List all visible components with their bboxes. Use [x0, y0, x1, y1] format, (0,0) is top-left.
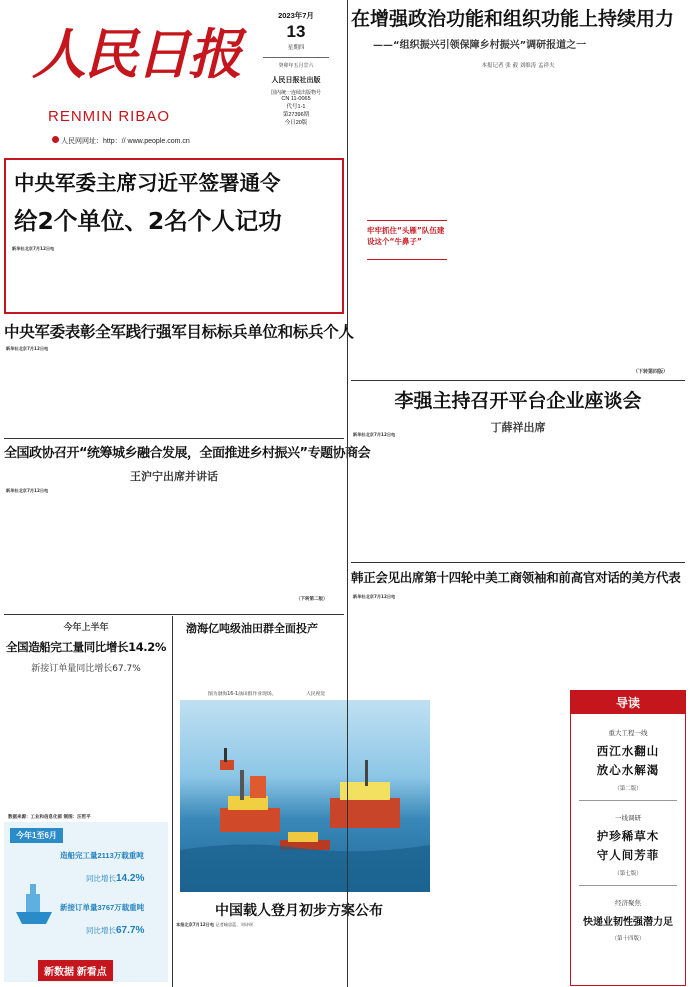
date-block: [251, 10, 341, 150]
oil-platform-photo[interactable]: [180, 700, 430, 892]
masthead: [8, 2, 345, 152]
guide-item-3-title-1: 快递业韧性强潜力足: [583, 917, 673, 928]
top-story-body-col4: [619, 74, 685, 374]
stat2-value: 3767万载重吨: [97, 903, 145, 912]
guide-item-1-title-2: 放心水解渴: [596, 763, 660, 777]
lead-story-title-2[interactable]: 给2个单位、2名个人记功: [14, 207, 282, 235]
lunar-date: 癸卯年五月廿六: [263, 57, 329, 69]
cn-number: CN 11-0065: [281, 96, 311, 102]
guide-item-2-page-number: 第七版: [619, 871, 637, 877]
story5-body-col2: [439, 594, 519, 686]
story7-body-col2: [260, 922, 338, 986]
guide-item-3[interactable]: [579, 886, 677, 950]
guide-item-2-title-2: 守人间芳菲: [596, 848, 660, 862]
photo-caption: 图为渤海16-1油田群作业现场。: [208, 692, 277, 697]
guide-item-2-kicker: 一线调研: [615, 814, 641, 822]
divider: [351, 380, 685, 381]
top-story-subtitle: ——“组织振兴引领保障乡村振兴”调研报道之一: [373, 40, 587, 51]
photo-story-body-col2: [264, 636, 346, 676]
guide-item-1-page: （第二版）: [614, 786, 642, 792]
story2-body-col1: [6, 346, 110, 434]
guide-item-3-page-number: 第十四版: [616, 936, 639, 942]
cn-label: 国内统一连续出版物号: [270, 90, 321, 96]
column-divider: [347, 0, 348, 987]
story4-body-col4: [607, 432, 685, 556]
story3: [4, 442, 371, 612]
infographic: [4, 822, 168, 982]
story5-body-col3: [525, 594, 601, 686]
top-story-body-col2: [455, 74, 537, 374]
lead-dateline: 新华社北京7月12日电: [12, 246, 55, 251]
story6-subtitle: 新接订单量同比增长67.7%: [31, 664, 141, 674]
masthead-pinyin: RENMIN RIBAO: [48, 108, 171, 125]
stat2-sub: 同比增长: [86, 926, 116, 935]
divider: [4, 438, 344, 439]
guide-box: [570, 690, 686, 986]
stat1-value: 2113万载重吨: [97, 851, 144, 860]
story2-body-col2: [116, 346, 226, 434]
stat1-pct: 14.2%: [116, 873, 145, 884]
story2-title[interactable]: 中央军委表彰全军践行强军目标标兵单位和标兵个人: [4, 323, 354, 341]
story7-body-col1: [176, 922, 254, 986]
stat-card-2: [60, 902, 164, 952]
guide-header: 导读: [571, 691, 685, 714]
story3-body-col3: [234, 488, 342, 610]
story6-title[interactable]: 全国造船完工量同比增长14.2%: [6, 640, 166, 654]
issue-number: 第27396期: [282, 112, 310, 118]
lead-story-body-col3: [236, 246, 340, 310]
stat1-label: 造船完工量: [60, 851, 98, 860]
page-count: 今日20版: [284, 120, 308, 126]
story5: [351, 568, 685, 688]
top-story-footer[interactable]: （下转第四版）: [633, 369, 669, 375]
story3-body-col2: [120, 488, 224, 610]
infographic-header: 今年1至6月: [10, 828, 63, 843]
lead-story-box: [4, 158, 344, 314]
story5-title[interactable]: 韩正会见出席第十四轮中美工商领袖和前高官对话的美方代表: [351, 570, 681, 585]
story4-subtitle: 丁薛祥出席: [490, 421, 546, 434]
story4-dateline: 新华社北京7月12日电: [353, 432, 396, 437]
story7-title[interactable]: 中国载人登月初步方案公布: [215, 903, 383, 919]
guide-item-1-page-number: 第二版: [619, 786, 637, 792]
photo-story: [176, 620, 346, 676]
photo-story-body-col1: [176, 636, 258, 676]
day-number: 13: [286, 22, 306, 41]
photo-story-title[interactable]: 渤海亿吨级油田群全面投产: [186, 622, 318, 635]
guide-item-2-page: （第七版）: [614, 871, 642, 877]
story6-editor: 数据来源：工业和信息化部 制图：汪哲平: [8, 815, 91, 820]
story4: [351, 386, 685, 560]
story3-body-col1: [6, 488, 110, 610]
story7-reporter: 记者喻思蓝、刘诗瑶: [215, 922, 254, 927]
publisher: 人民日报社出版: [271, 77, 321, 84]
story6: [4, 620, 168, 982]
ship-icon: [14, 872, 54, 932]
story5-body-col1: [353, 594, 433, 686]
story4-body-col2: [439, 432, 519, 556]
story7-body-col3: [344, 922, 422, 986]
lead-story-body-col1: [12, 246, 116, 310]
top-story-body-col3: [543, 74, 613, 374]
lead-story-title-1[interactable]: 中央军委主席习近平签署通令: [14, 171, 281, 195]
story6-kicker: 今年上半年: [63, 623, 109, 633]
column-divider: [172, 616, 173, 987]
story4-title[interactable]: 李强主持召开平台企业座谈会: [394, 390, 642, 412]
website-link[interactable]: 人民网网址：http：// www.people.com.cn: [61, 138, 190, 145]
stat2-label: 新接订单量: [60, 903, 98, 912]
photo-credit: 人民视觉: [306, 692, 326, 697]
story6-body: [8, 674, 164, 814]
guide-item-1-kicker: 重大工程一线: [608, 729, 648, 737]
story7: [176, 900, 422, 986]
top-story-sidebar: [367, 220, 447, 260]
story2: [4, 320, 354, 436]
stat-card-1: [60, 850, 164, 900]
story2-body-col3: [232, 346, 342, 434]
story7-dateline: 本报北京7月12日电: [176, 922, 215, 927]
story5-dateline: 新华社北京7月12日电: [353, 594, 396, 599]
top-story-byline: 本报记者 张 毅 刘维涛 孟祥夫: [481, 63, 555, 69]
story4-body-col1: [353, 432, 433, 556]
stat2-pct: 67.7%: [116, 925, 145, 936]
story3-title[interactable]: 全国政协召开“统筹城乡融合发展，全面推进乡村振兴”专题协商会: [4, 446, 371, 461]
people-logo-icon: [52, 136, 59, 143]
top-story: [351, 4, 685, 378]
story3-subtitle: 王沪宁出席并讲话: [130, 470, 218, 483]
story3-footer[interactable]: （下转第二版）: [296, 597, 328, 602]
guide-item-2-title-1: 护珍稀草木: [596, 829, 660, 843]
stat1-sub: 同比增长: [86, 874, 116, 883]
weekday: 星期四: [287, 45, 305, 51]
year-month: 2023年7月: [278, 11, 314, 20]
guide-item-3-page: （第十四版）: [611, 936, 645, 942]
guide-item-1-title-1: 西江水翻山: [596, 744, 660, 758]
story3-dateline: 新华社北京7月12日电: [6, 488, 49, 493]
divider: [4, 614, 344, 615]
divider: [351, 562, 685, 563]
code: 代号1-1: [286, 104, 306, 110]
guide-item-3-kicker: 经济聚焦: [615, 899, 641, 907]
guide-item-2[interactable]: [579, 801, 677, 886]
story4-body-col3: [525, 432, 601, 556]
sidebar-title[interactable]: 牢牢抓住“头雁”队伍建设这个“牛鼻子”: [367, 226, 445, 246]
story2-dateline: 新华社北京7月12日电: [6, 346, 49, 351]
lead-story-body-col2: [124, 246, 228, 310]
story5-body-col4: [607, 594, 685, 686]
new-data-banner: 新数据 新看点: [38, 960, 113, 981]
top-story-title[interactable]: 在增强政治功能和组织功能上持续用力: [351, 8, 675, 30]
story8-body: [438, 900, 562, 984]
guide-item-1[interactable]: [579, 714, 677, 801]
masthead-title: 人民日报: [32, 22, 240, 86]
